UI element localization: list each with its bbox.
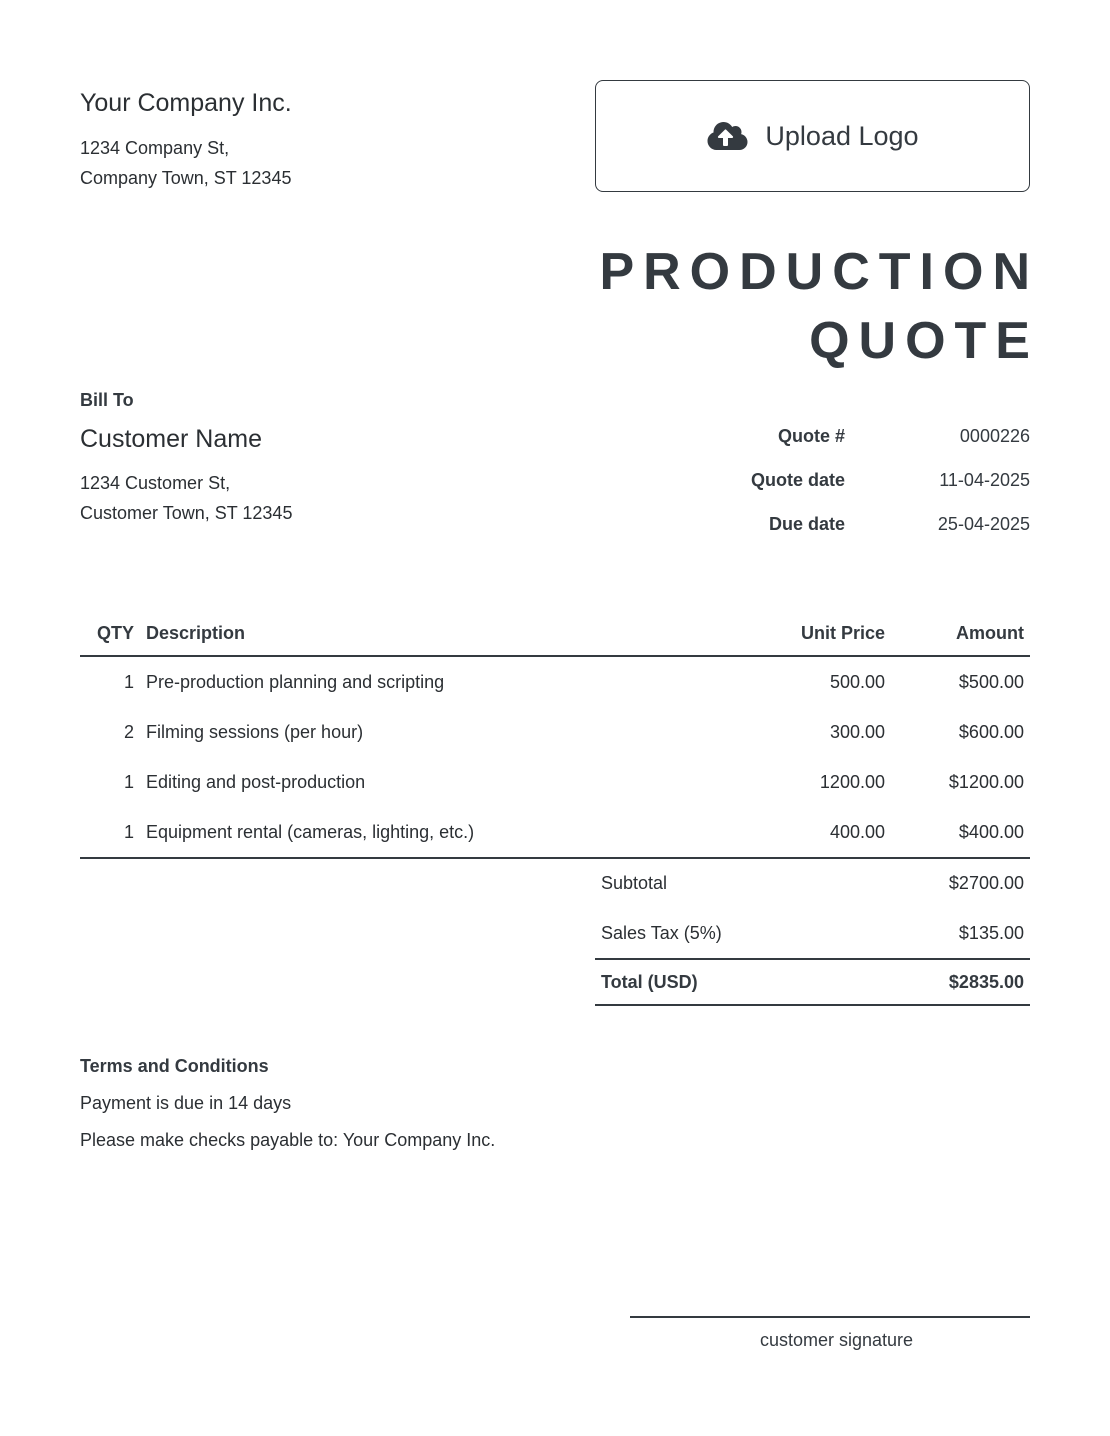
total-value: $2835.00	[948, 971, 1024, 992]
item-unit-price[interactable]: 300.00	[829, 721, 885, 742]
item-unit-price[interactable]: 1200.00	[819, 771, 885, 792]
item-qty[interactable]: 1	[123, 771, 134, 792]
table-header	[80, 612, 1030, 657]
line-items-table	[80, 612, 1030, 859]
document-title[interactable]	[599, 238, 1039, 376]
due-date-label: Due date	[768, 513, 845, 534]
terms-payment-due[interactable]: Payment is due in 14 days	[80, 1093, 292, 1113]
item-description[interactable]: Editing and post-production	[146, 771, 366, 792]
quote-number-label: Quote #	[777, 425, 845, 446]
item-unit-price[interactable]: 500.00	[829, 671, 885, 692]
item-qty[interactable]: 2	[123, 721, 134, 742]
sales-tax-label[interactable]: Sales Tax (5%)	[601, 922, 722, 943]
item-description[interactable]: Equipment rental (cameras, lighting, etc.)	[146, 821, 475, 842]
total-row	[595, 958, 1030, 1006]
quote-meta	[640, 414, 1030, 546]
signature-line	[630, 1316, 1030, 1318]
header-amount: Amount	[956, 623, 1024, 643]
total-label: Total (USD)	[601, 971, 698, 992]
upload-logo-label: Upload Logo	[765, 120, 919, 151]
table-row	[80, 757, 1030, 807]
document-title-line2: QUOTE	[809, 312, 1039, 370]
customer-address[interactable]	[80, 468, 292, 528]
quote-date-value[interactable]: 11-04-2025	[939, 469, 1030, 490]
totals-section	[595, 858, 1030, 1006]
bill-to-label: Bill To	[80, 390, 134, 410]
table-row	[80, 807, 1030, 857]
subtotal-label: Subtotal	[601, 872, 668, 893]
quote-date-row	[640, 458, 1030, 502]
document-title-line1: PRODUCTION	[599, 243, 1039, 301]
company-address-line1[interactable]: 1234 Company St,	[80, 138, 230, 158]
item-description[interactable]: Filming sessions (per hour)	[146, 721, 364, 742]
due-date-value[interactable]: 25-04-2025	[937, 513, 1030, 534]
terms-title: Terms and Conditions	[80, 1056, 269, 1076]
due-date-row	[640, 502, 1030, 546]
item-qty[interactable]: 1	[123, 671, 134, 692]
item-qty[interactable]: 1	[123, 821, 134, 842]
customer-address-line1[interactable]: 1234 Customer St,	[80, 473, 231, 493]
item-amount: $500.00	[958, 671, 1024, 692]
company-name[interactable]: Your Company Inc.	[80, 89, 292, 117]
terms-payable-to[interactable]: Please make checks payable to: Your Company Inc.	[80, 1130, 496, 1150]
cloud-upload-icon	[706, 120, 749, 152]
company-address[interactable]	[80, 133, 291, 193]
item-amount: $400.00	[958, 821, 1024, 842]
table-body	[80, 657, 1030, 859]
sales-tax-row	[595, 908, 1030, 958]
header-qty: QTY	[96, 623, 134, 643]
sales-tax-value: $135.00	[958, 922, 1024, 943]
subtotal-row	[595, 858, 1030, 908]
item-amount: $600.00	[958, 721, 1024, 742]
table-row	[80, 707, 1030, 757]
signature-label: customer signature	[759, 1330, 914, 1350]
customer-name[interactable]: Customer Name	[80, 425, 262, 453]
quote-date-label: Quote date	[750, 469, 845, 490]
item-description[interactable]: Pre-production planning and scripting	[146, 671, 445, 692]
upload-logo-button[interactable]	[595, 80, 1030, 192]
subtotal-value: $2700.00	[948, 872, 1024, 893]
customer-address-line2[interactable]: Customer Town, ST 12345	[80, 503, 293, 523]
quote-number-row	[640, 414, 1030, 458]
item-unit-price[interactable]: 400.00	[829, 821, 885, 842]
company-address-line2[interactable]: Company Town, ST 12345	[80, 168, 292, 188]
quote-number-value[interactable]: 0000226	[959, 425, 1030, 446]
item-amount: $1200.00	[948, 771, 1024, 792]
table-row	[80, 657, 1030, 707]
header-description: Description	[146, 623, 246, 643]
header-unit-price: Unit Price	[800, 623, 885, 643]
